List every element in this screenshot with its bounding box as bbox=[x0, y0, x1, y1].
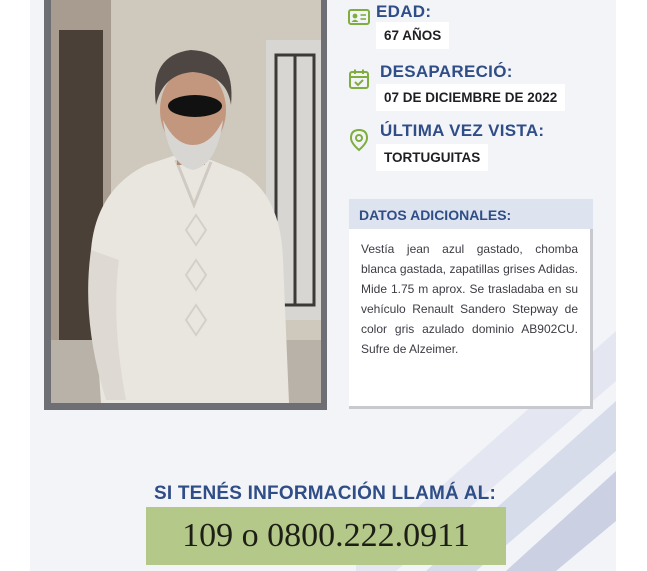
phone-number-text: 109 o 0800.222.0911 bbox=[182, 517, 470, 554]
photo-frame bbox=[44, 0, 327, 410]
details-heading: DATOS ADICIONALES: bbox=[349, 199, 593, 229]
missing-date-value: 07 DE DICIEMBRE DE 2022 bbox=[376, 84, 565, 111]
details-text: Vestía jean azul gastado, chomba blanca gastada, zapatillas grises Adidas. Mide 1.75 m aprox. Se trasladaba en su vehículo Renault Sandero Stepway de color gris azulado dominio AB902CU. Sufre de Alzeimer. bbox=[349, 229, 593, 409]
phone-number[interactable] bbox=[146, 507, 506, 565]
age-value: 67 AÑOS bbox=[376, 22, 449, 49]
calendar-check-icon bbox=[348, 68, 370, 90]
last-seen-label: ÚLTIMA VEZ VISTA: bbox=[380, 121, 545, 140]
location-pin-icon bbox=[348, 129, 370, 151]
missing-person-flyer bbox=[30, 0, 616, 571]
id-card-icon bbox=[348, 6, 370, 28]
last-seen-value: TORTUGUITAS bbox=[376, 144, 488, 171]
person-photo bbox=[51, 0, 321, 403]
contact-label: SI TENÉS INFORMACIÓN LLAMÁ AL: bbox=[154, 483, 496, 504]
missing-label: DESAPARECIÓ: bbox=[380, 62, 513, 81]
age-label: EDAD: bbox=[376, 2, 432, 21]
